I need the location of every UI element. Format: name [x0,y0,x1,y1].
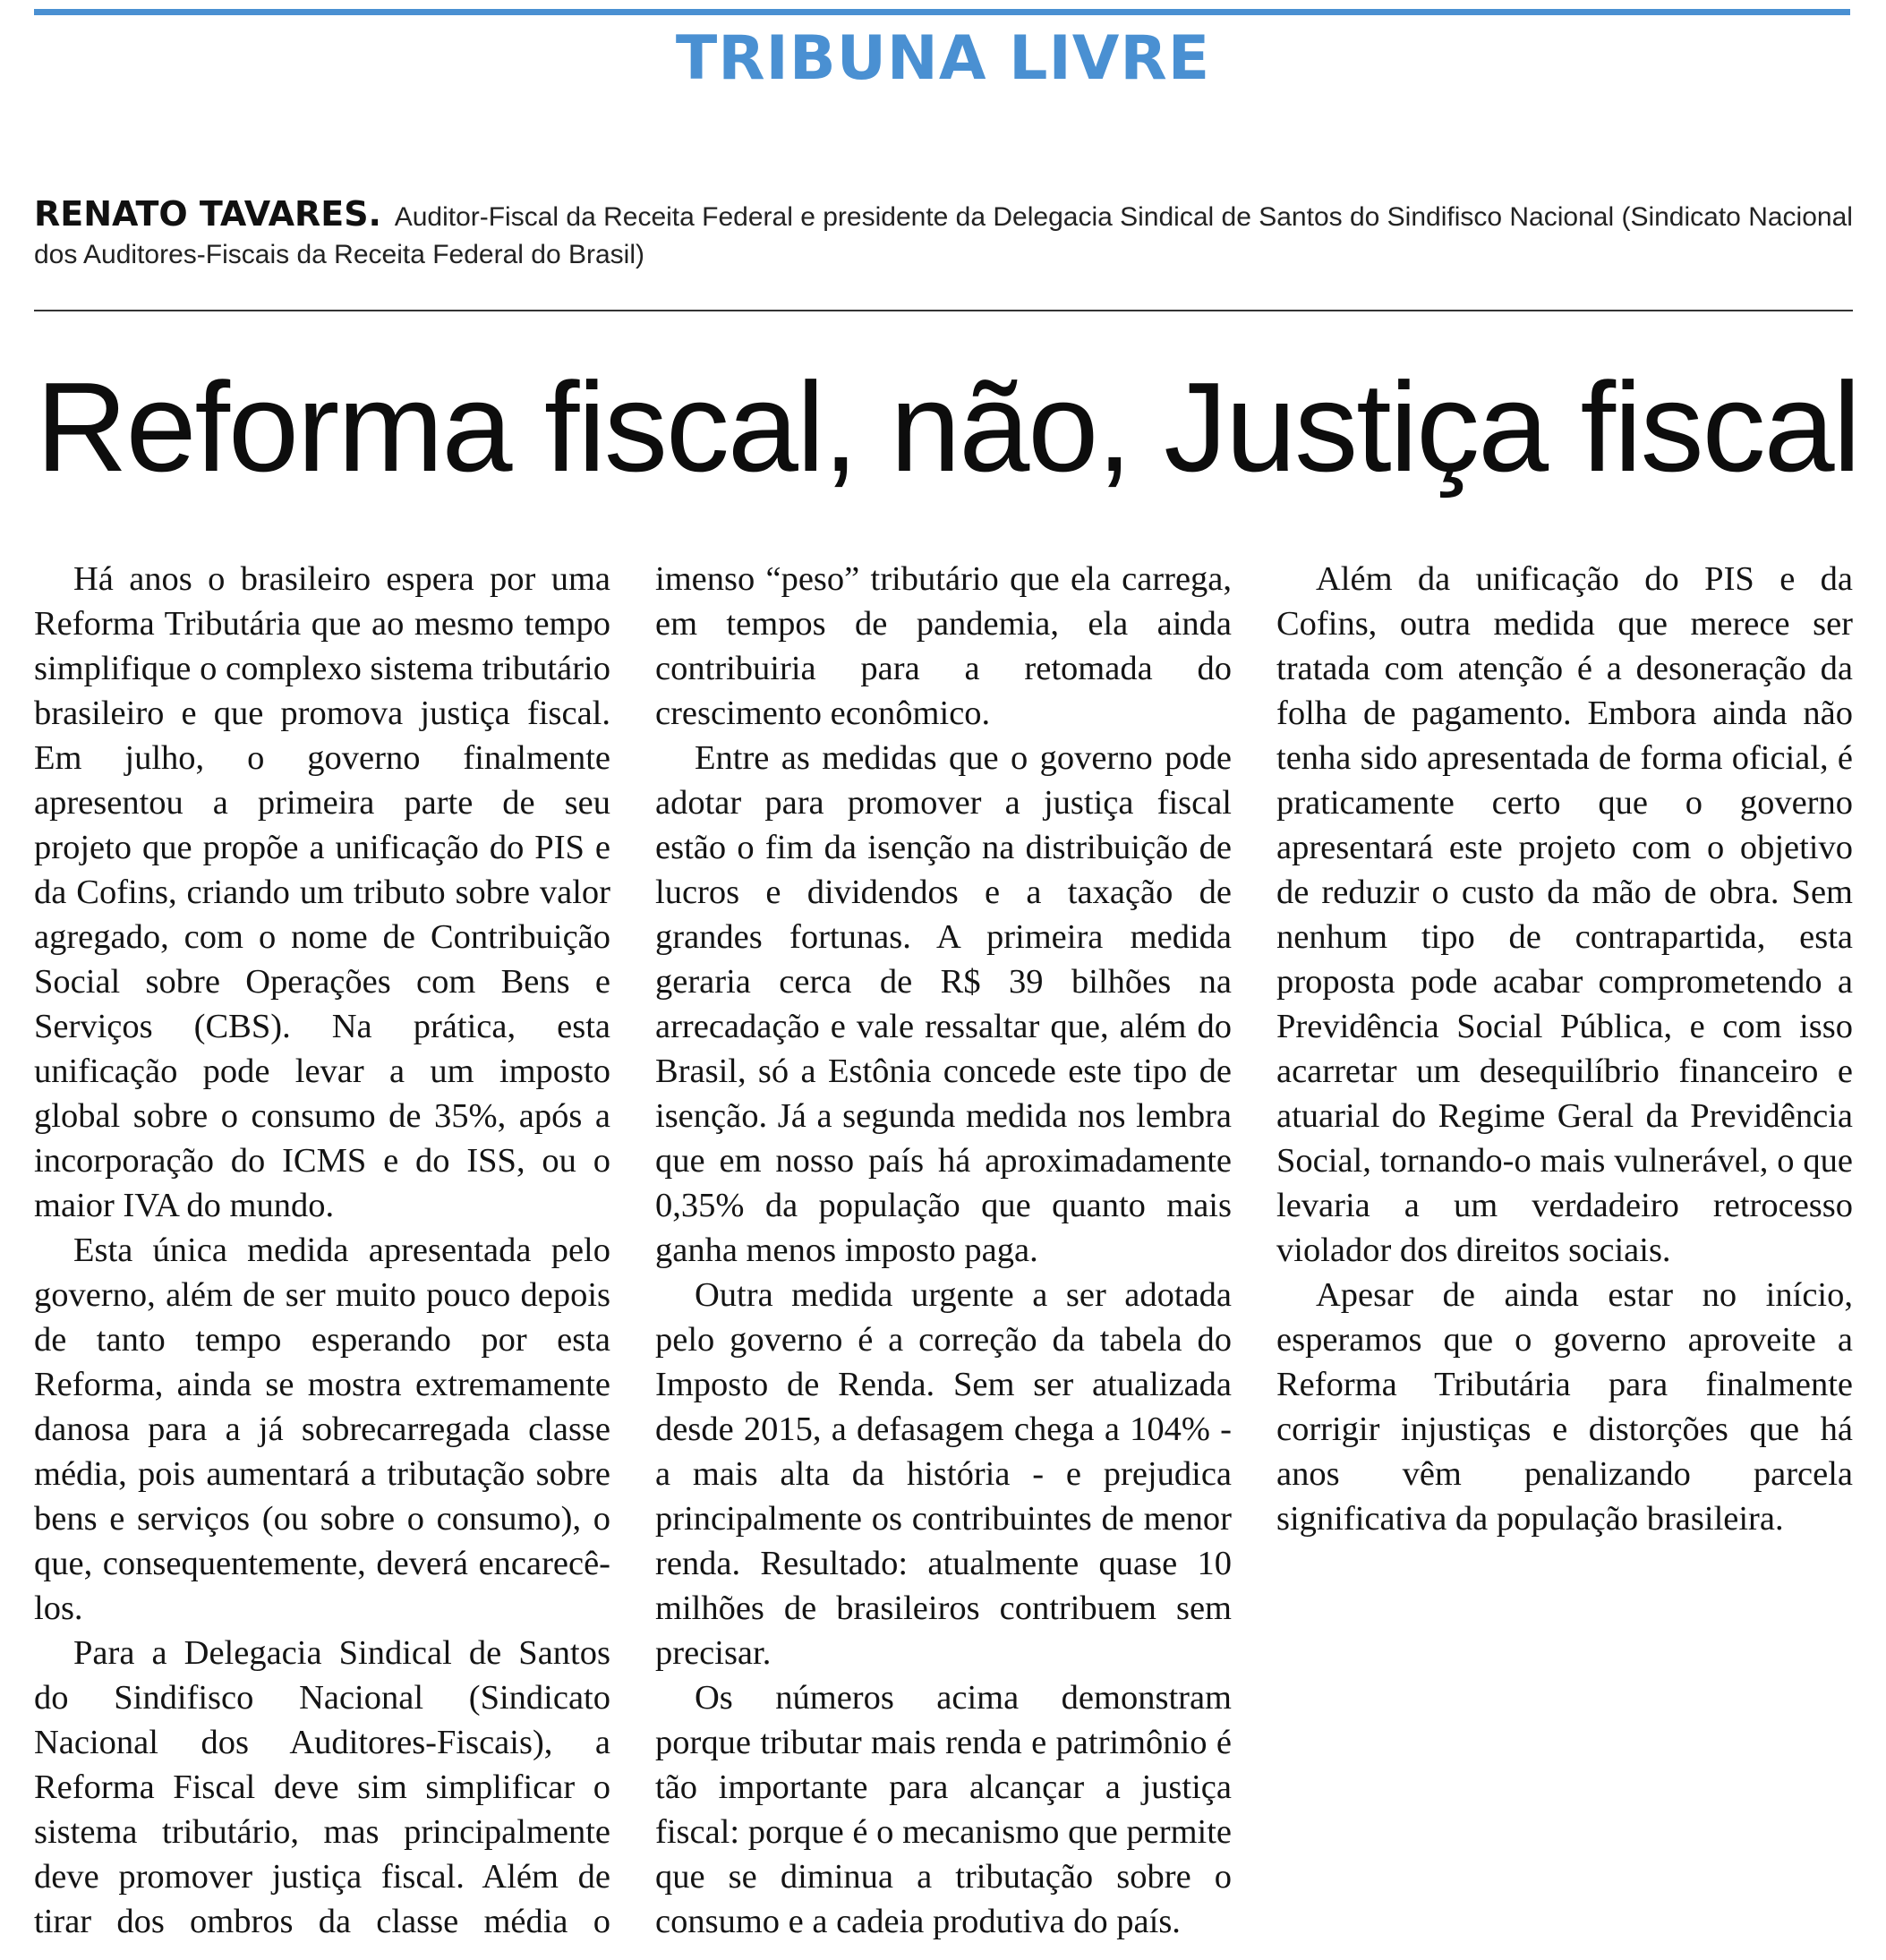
article-paragraph: Esta única medida apresentada pelo governo, além de ser muito pouco depois de tanto tempo esperando por esta Reforma, ainda se mostra extremamente danosa para a já sobrecarregada classe média, pois aumentará a tributação sobre bens e serviços (ou sobre o consumo), o que, consequentemente, deverá encarecê-los. [34,1231,610,1627]
article-paragraph: Além da unificação do PIS e da Cofins, outra medida que merece ser tratada com atenção é a desoneração da folha de pagamento. Embora ainda não tenha sido apresentada de forma oficial, é praticamente certo que o governo apresentará este projeto com o objetivo de reduzir o custo da mão de obra. Sem nenhum tipo de contrapartida, esta proposta pode acabar comprometendo a Previdência Social Pública, e com isso acarretar um desequilíbrio financeiro e atuarial do Regime Geral da Previdência Social, tornando-o mais vulnerável, o que levaria a um verdadeiro retrocesso violador dos direitos sociais. [1276,560,1853,1269]
article-paragraph: Entre as medidas que o governo pode adotar para promover a justiça fiscal estão o fim da isenção na distribuição de lucros e dividendos e a taxação de grandes fortunas. A primeira medida geraria cerca de R$ 39 bilhões na arrecadação e vale ressaltar que, além do Brasil, só a Estônia concede este tipo de isenção. Já a segunda medida nos lembra que em nosso país há aproximadamente 0,35% da população que quanto mais ganha menos imposto paga. [655,739,1232,1269]
article-paragraph: Há anos o brasileiro espera por uma Reforma Tributária que ao mesmo tempo simplifique o complexo sistema tributário brasileiro e que promova justiça fiscal. Em julho, o governo finalmente apresentou a primeira parte de seu projeto que propõe a unificação do PIS e da Cofins, criando um tributo sobre valor agregado, com o nome de Contribuição Social sobre Operações com Bens e Serviços (CBS). Na prática, esta unificação pode levar a um imposto global sobre o consumo de 35%, após a incorporação do ICMS e do ISS, ou o maior IVA do mundo. [34,560,610,1224]
article-body [34,557,1853,1953]
article-paragraph: Outra medida urgente a ser adotada pelo governo é a correção da tabela do Imposto de Renda. Sem ser atualizada desde 2015, a defasagem chega a 104% - a mais alta da história - e prejudica principalmente os contribuintes de menor renda. Resultado: atualmente quase 10 milhões de brasileiros contribuem sem precisar. [655,1276,1232,1672]
author-name: RENATO TAVARES. [34,194,381,234]
article-paragraph: Para a Delegacia Sindical de Santos do Sindifisco Nacional (Sindicato Nacional dos Auditores-Fiscais), a Reforma Fiscal deve sim simplificar o sistema tributário, mas principalmente deve promover justiça fiscal. Além de tirar dos ombros da classe média o imenso “peso” tributário que ela carrega, em tempos de pandemia, ela ainda contribuiria para a retomada do crescimento econômico. [34,560,1232,1940]
byline-divider [34,310,1853,311]
article-paragraph: Os números acima demonstram porque tributar mais renda e patrimônio é tão importante para alcançar a justiça fiscal: porque é o mecanismo que permite que se diminua a tributação sobre o consumo e a cadeia produtiva do país. [655,1679,1232,1940]
author-byline [34,195,1853,274]
section-title: TRIBUNA LIVRE [675,23,1211,94]
article-paragraph: Apesar de ainda estar no início, esperamos que o governo aproveite a Reforma Tributária para finalmente corrigir injustiças e distorções que há anos vêm penalizando parcela significativa da população brasileira. [1276,1276,1853,1538]
article-headline: Reforma fiscal, não, Justiça fiscal [36,356,1860,499]
section-top-rule [34,9,1850,15]
author-description: Auditor-Fiscal da Receita Federal e presidente da Delegacia Sindical de Santos do Sindifisco Nacional (Sindicato Nacional dos Auditores-Fiscais da Receita Federal do Brasil) [34,202,1853,269]
